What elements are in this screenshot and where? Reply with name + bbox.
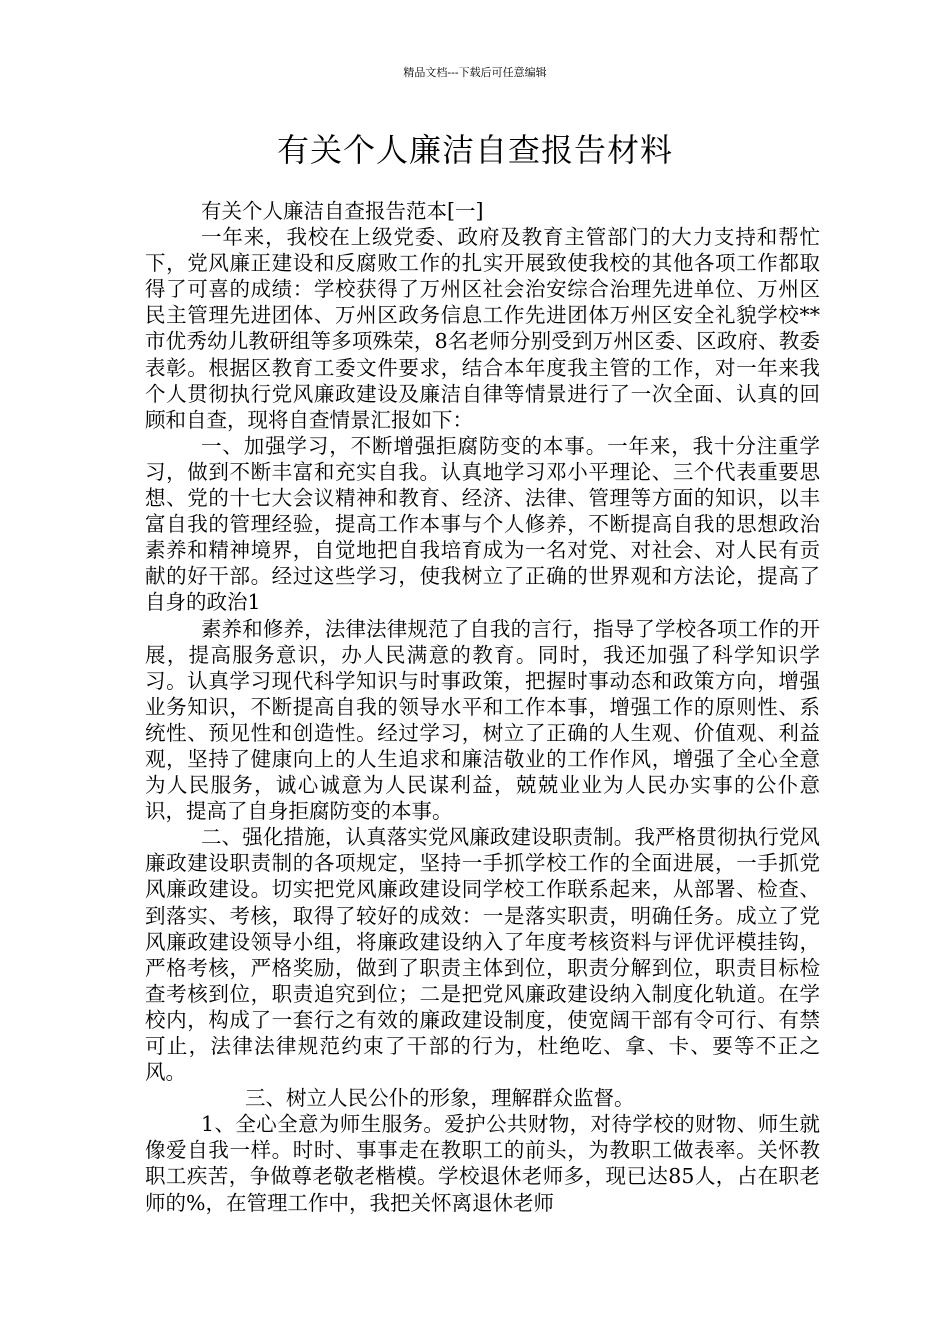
paragraph-5: 1、全心全意为师生服务。爱护公共财物，对待学校的财物、师生就像爱自我一样。时时、事事走在教职工的前头，为教职工做表率。关怀教职工疾苦，争做尊老敬老楷模。学校退休老师多，现已达85人，占在职老师的%，在管理工作中，我把关怀离退休老师 <box>145 1112 820 1215</box>
paragraph-1: 一年来，我校在上级党委、政府及教育主管部门的大力支持和帮忙下，党风廉正建设和反腐败工作的扎实开展致使我校的其他各项工作都取得了可喜的成绩：学校获得了万州区社会治安综合治理先进单位、万州区民主管理先进团体、万州区政务信息工作先进团体万州区安全礼貌学校**市优秀幼儿教研组等多项殊荣，8名老师分别受到万州区委、区政府、教委表彰。根据区教育工委文件要求，结合本年度我主管的工作，对一年来我个人贯彻执行党风廉政建设及廉洁自律等情景进行了一次全面、认真的回顾和自查，现将自查情景汇报如下： <box>145 225 820 432</box>
section-heading-3: 三、树立人民公仆的形象，理解群众监督。 <box>245 1086 635 1111</box>
document-body <box>145 198 820 1216</box>
document-title: 有关个人廉洁自查报告材料 <box>276 131 673 169</box>
document-subtitle: 有关个人廉洁自查报告范本[一] <box>201 199 484 223</box>
paragraph-3: 素养和修养，法律法律规范了自我的言行，指导了学校各项工作的开展，提高服务意识，办人民满意的教育。同时，我还加强了科学知识学习。认真学习现代科学知识与时事政策，把握时事动态和政策方向，增强业务知识，不断提高自我的领导水平和工作本事，增强工作的原则性、系统性、预见性和创造性。经过学习，树立了正确的人生观、价值观、利益观，坚持了健康向上的人生追求和廉洁敬业的工作作风，增强了全心全意为人民服务，诚心诚意为人民谋利益，兢兢业业为人民办实事的公仆意识，提高了自身拒腐防变的本事。 <box>145 616 820 824</box>
paragraph-4: 二、强化措施，认真落实党风廉政建设职责制。我严格贯彻执行党风廉政建设职责制的各项规定，坚持一手抓学校工作的全面进展，一手抓党风廉政建设。切实把党风廉政建设同学校工作联系起来，从部署、检查、到落实、考核，取得了较好的成效：一是落实职责，明确任务。成立了党风廉政建设领导小组，将廉政建设纳入了年度考核资料与评优评模挂钩，严格考核，严格奖励，做到了职责主体到位，职责分解到位，职责目标检查考核到位，职责追究到位；二是把党风廉政建设纳入制度化轨道。在学校内，构成了一套行之有效的廉政建设制度，使宽阔干部有令可行、有禁可止，法律法律规范约束了干部的行为，杜绝吃、拿、卡、要等不正之风。 <box>145 825 820 1085</box>
paragraph-2: 一、加强学习，不断增强拒腐防变的本事。一年来，我十分注重学习，做到不断丰富和充实自我。认真地学习邓小平理论、三个代表重要思想、党的十七大会议精神和教育、经济、法律、管理等方面的知识，以丰富自我的管理经验，提高工作本事与个人修养，不断提高自我的思想政治素养和精神境界，自觉地把自我培育成为一名对党、对社会、对人民有贡献的好干部。经过这些学习，使我树立了正确的世界观和方法论，提高了自身的政治1 <box>145 433 820 615</box>
header-note: 精品文档---下载后可任意编辑 <box>403 66 547 79</box>
